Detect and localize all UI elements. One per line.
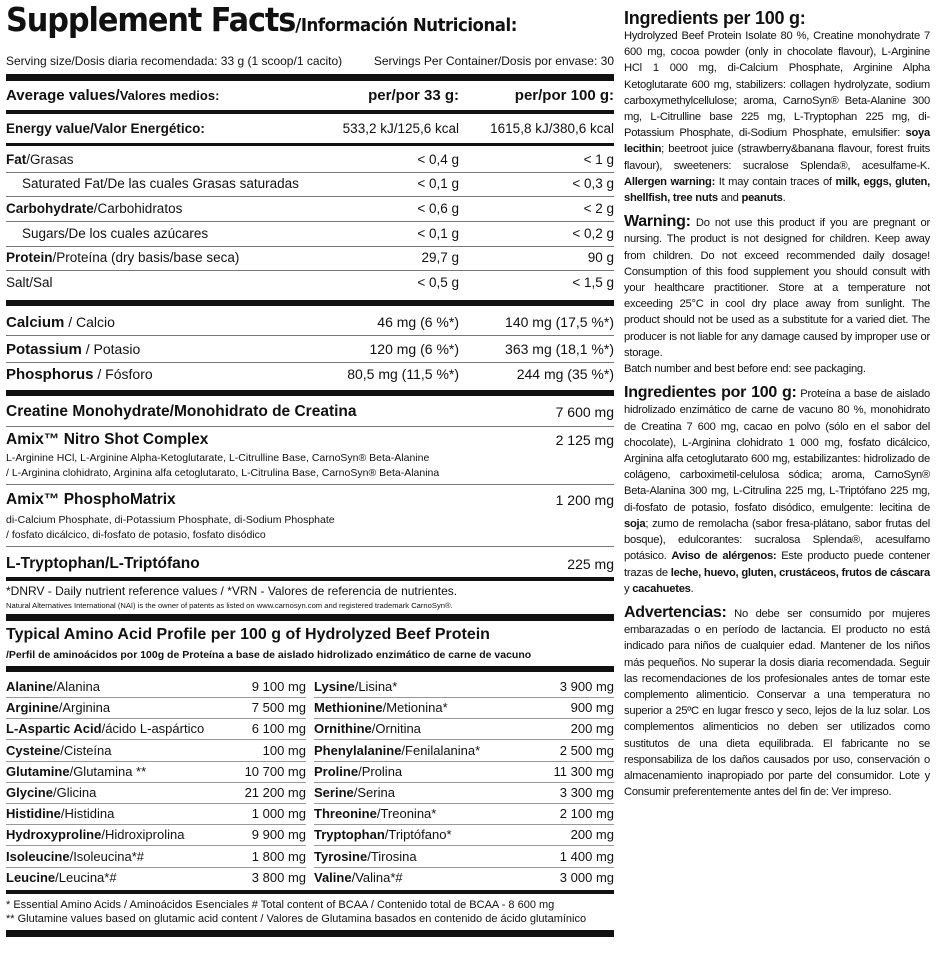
amino-acid-row: Methionine/Metionina* 900 mg xyxy=(314,700,614,716)
warning-en: Warning: Do not use this product if you are pregnant or nursing. The product is not designed for children. Keep away from children. Do not exceed recommended daily dosage! Consumption of this food supplement you should consult with your healthcare practitioner. Store at a temperature not exceeding 25°C in cool dry place away from sunlight. The product should not be used as a substitute for a varied diet. The producer is not liable for any damage caused by improper use or storage. Batch number and best before end: see packaging. xyxy=(624,213,930,376)
phospho-ingredients-en: di-Calcium Phosphate, di-Potassium Phosphate, di-Sodium Phosphate xyxy=(6,514,335,526)
amino-title: Typical Amino Acid Profile per 100 g of Hydrolyzed Beef Protein xyxy=(6,626,490,643)
divider-medium xyxy=(6,143,614,146)
nutrient-row: Calcium / Calcio 46 mg (6 %*) 140 mg (17,5 %*) xyxy=(6,314,614,331)
amino-acid-row: Tyrosine/Tirosina 1 400 mg xyxy=(314,848,614,864)
nitro-ingredients-en: L-Arginine HCl, L-Arginine Alpha-Ketoglutarate, L-Citrulline Base, CarnoSyn® Beta-Alanine xyxy=(6,452,430,464)
amino-acid-row: Cysteine/Cisteína 100 mg xyxy=(6,742,306,758)
amino-acid-row: L-Aspartic Acid/ácido L-aspártico 6 100 mg xyxy=(6,721,306,737)
amino-acid-row: Alanine/Alanina 9 100 mg xyxy=(6,679,306,694)
dnrv-note: *DNRV - Daily nutrient reference values / *VRN - Valores de referencia de nutrientes. xyxy=(6,584,458,598)
creatine-row: Creatine Monohydrate/Monohidrato de Creatina 7 600 mg xyxy=(6,403,614,420)
amino-acid-row: Ornithine/Ornitina 200 mg xyxy=(314,721,614,737)
supplement-facts-panel xyxy=(6,0,614,964)
amino-acid-row: Glycine/Glicina 21 200 mg xyxy=(6,785,306,800)
nutrient-row: Potassium / Potasio 120 mg (6 %*) 363 mg (18,1 %*) xyxy=(6,341,614,358)
servings-per-container: Servings Per Container/Dosis por envase: 30 xyxy=(373,54,614,68)
nutrient-row: Sugars/De los cuales azúcares < 0,1 g < 0,2 g xyxy=(22,226,614,241)
amino-acid-row: Phenylalanine/Fenilalanina* 2 500 mg xyxy=(314,742,614,758)
amino-acid-row: Lysine/Lisina* 3 900 mg xyxy=(314,679,614,694)
amino-acid-row: Isoleucine/Isoleucina*# 1 800 mg xyxy=(6,848,306,864)
amino-footnote-2: ** Glutamine values based on glutamic acid content / Valores de Glutamina basados en contenido de ácido glutamínico xyxy=(6,913,587,925)
divider-thick xyxy=(6,390,614,396)
divider-thick xyxy=(6,300,614,306)
nutrient-row: Carbohydrate/Carbohidratos < 0,6 g < 2 g xyxy=(6,201,614,216)
tryptophan-row: L-Tryptophan/L-Triptófano 225 mg xyxy=(6,555,614,572)
nutrient-row: Fat/Grasas < 0,4 g < 1 g xyxy=(6,152,614,167)
serving-info xyxy=(6,54,614,68)
nai-note: Natural Alternatives International (NAI) is the owner of patents as listed on www.carnosyn.com and registered trademark CarnoSyn®. xyxy=(6,601,453,610)
divider-thick xyxy=(6,930,614,937)
divider-thick xyxy=(6,666,614,672)
serving-size: Serving size/Dosis diaria recomendada: 33 g (1 scoop/1 cacito) xyxy=(6,54,343,68)
phospho-ingredients-es: / fosfato dicálcico, di-fosfato de potasio, fosfato disódico xyxy=(6,529,266,541)
amino-acid-row: Hydroxyproline/Hidroxiprolina 9 900 mg xyxy=(6,827,306,843)
energy-row: Energy value/Valor Energético: 533,2 kJ/125,6 kcal 1615,8 kJ/380,6 kcal xyxy=(6,121,614,136)
amino-acid-row: Tryptophan/Triptófano* 200 mg xyxy=(314,827,614,843)
divider-medium xyxy=(6,890,614,894)
ingredients-title: Ingredients per 100 g: xyxy=(624,8,806,28)
amino-acid-row: Glutamine/Glutamina ** 10 700 mg xyxy=(6,763,306,779)
page-title: Supplement Facts/Información Nutricional: xyxy=(6,0,517,39)
nutrient-row: Salt/Sal < 0,5 g < 1,5 g xyxy=(6,275,614,290)
divider-medium xyxy=(6,110,614,114)
amino-acid-row: Leucine/Leucina*# 3 800 mg xyxy=(6,869,306,885)
nutrient-row: Saturated Fat/De las cuales Grasas saturadas < 0,1 g < 0,3 g xyxy=(22,176,614,191)
advertencias-es: Advertencias: No debe ser consumido por mujeres embarazadas o en período de lactancia. El producto no está indicado para niños de cualquier edad. Mantener de los niños más pequeños. No superar la dosis diaria recomendada. Seguir las recomendaciones de los profesionales antes de tomar este complemento alimenticio. Conservar a una temperatura no superior a 25ºC en lugar fresco y seco, lejos de la luz solar. Los complementos alimenticios no deben ser utilizados como sustitutos de una dieta equilibrada. El fabricante no se responsabiliza de los daños causados por uso, conservación o almacenamiento inapropiado por parte del consumidor. Lote y Consumir preferentemente antes del fin de: Ver impreso. xyxy=(624,603,930,799)
amino-acid-row: Arginine/Arginina 7 500 mg xyxy=(6,700,306,716)
amino-footnote-1: * Essential Amino Acids / Aminoácidos Esenciales # Total content of BCAA / Contenido total de BCAA - 8 600 mg xyxy=(6,899,555,911)
amino-acid-row: Threonine/Treonina* 2 100 mg xyxy=(314,806,614,822)
divider-thick xyxy=(6,614,614,621)
amino-subtitle: /Perfil de aminoácidos por 100g de Proteína a base de aislado hidrolizado enzimático de carne de vacuno xyxy=(6,649,532,661)
ingredientes-title: Ingredientes por 100 g: xyxy=(624,384,797,402)
phosphomatrix-row: Amix™ PhosphoMatrix 1 200 mg xyxy=(6,491,614,508)
ingredients-es: Ingredientes por 100 g: Proteína a base de aislado hidrolizado enzimático de carne de vacuno 80 %, monohidrato de Creatina 7 600 mg, cacao en polvo (sólo en el sabor del chocolate), L-Arginina clohidrato 1 000 mg, fosfato dicálcico, Arginina alfa cetoglutarato 600 mg, estabilizantes: hidrolizado de colágeno, carboximetil-celulosa sódica; aroma, CarnoSyn® Beta-Alanina 300 mg, L-Citrulina 225 mg, L-Triptófano 225 mg, di-fosfato de potasio, fosfato disódico, emulgente: lecitina de soja; zumo de remolacha (sabor fresa-plátano, sabor frutas del bosque), edulcorantes: sucralosa Splenda®, acesulfamo potásico. Aviso de alérgenos: Este producto puede contener trazas de leche, huevo, gluten, crustáceos, frutos de cáscara y cacahuetes. xyxy=(624,384,930,595)
advertencias-title: Advertencias: xyxy=(624,603,727,621)
nutrient-row: Protein/Proteína (dry basis/base seca) 29,7 g 90 g xyxy=(6,250,614,265)
nutrient-row: Phosphorus / Fósforo 80,5 mg (11,5 %*) 244 mg (35 %*) xyxy=(6,366,614,383)
amino-acid-row: Valine/Valina*# 3 000 mg xyxy=(314,869,614,885)
amino-acid-row: Proline/Prolina 11 300 mg xyxy=(314,763,614,779)
amino-acid-row: Serine/Serina 3 300 mg xyxy=(314,785,614,800)
nitro-shot-row: Amix™ Nitro Shot Complex 2 125 mg xyxy=(6,431,614,448)
amino-acid-row: Histidine/Histidina 1 000 mg xyxy=(6,806,306,822)
divider-thick xyxy=(6,74,614,81)
ingredients-panel xyxy=(624,8,930,958)
nitro-ingredients-es: / L-Arginina clohidrato, Arginina alfa cetoglutarato, L-Citrulina Base, CarnoSyn® Beta-Alanina xyxy=(6,467,440,479)
divider-medium xyxy=(6,577,614,581)
values-header: Average values/Valores medios: per/por 33 g: per/por 100 g: xyxy=(6,87,614,104)
warning-title: Warning: xyxy=(624,213,691,231)
ingredients-en: Ingredients per 100 g: Hydrolyzed Beef Protein Isolate 80 %, Creatine monohydrate 7 600 mg, cocoa powder (only in chocolate flavour), L-Arginine HCl 1 000 mg, di-Calcium Phosphate, Arginine Alpha Ketoglutarate 600 mg, stabilizers: collagen hydrolyzate, sodium carboxymethylcellulose; aroma, CarnoSyn® Beta-Alanine 300 mg, L-Citrulline base 225 mg, L-Tryptophan 225 mg, di-Potassium Phosphate, di-Sodium Phosphate, emulsifier: soya lecithin; beetroot juice (strawberry&banana flavour, forest fruits flavour), sweeteners: sucralose Splenda®, acesulfame-K. Allergen warning: It may contain traces of milk, eggs, gluten, shellfish, tree nuts and peanuts. xyxy=(624,8,931,205)
